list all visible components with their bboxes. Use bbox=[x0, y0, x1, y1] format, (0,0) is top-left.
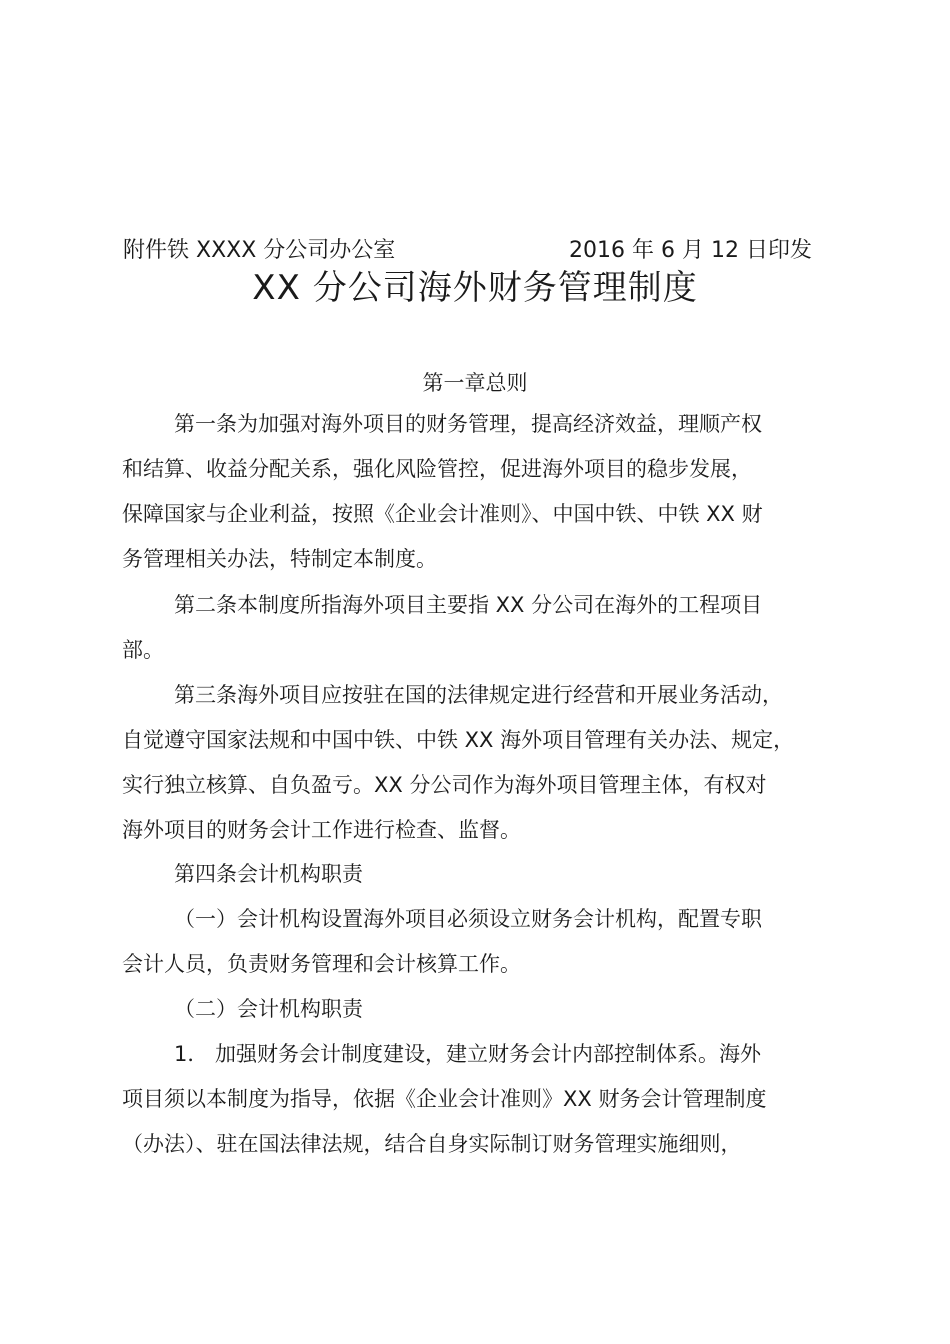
article-4-heading: 第四条会计机构职责 bbox=[174, 862, 363, 886]
section-1-line-2: 会计人员，负责财务管理和会计核算工作。 bbox=[122, 952, 521, 976]
section-2-heading: （二）会计机构职责 bbox=[174, 997, 363, 1021]
article-1-line-3: 保障国家与企业利益，按照《企业会计准则》、中国中铁、中铁 XX 财 bbox=[122, 502, 763, 526]
article-1-line-4: 务管理相关办法，特制定本制度。 bbox=[122, 547, 437, 571]
document-title: XX 分公司海外财务管理制度 bbox=[252, 268, 698, 308]
article-3-line-3: 实行独立核算、自负盈亏。XX 分公司作为海外项目管理主体，有权对 bbox=[122, 773, 767, 797]
issuing-office: 附件铁 XXXX 分公司办公室 bbox=[123, 238, 396, 263]
item-1-line-2: 项目须以本制度为指导，依据《企业会计准则》XX 财务会计管理制度 bbox=[122, 1087, 767, 1111]
article-2-line-1: 第二条本制度所指海外项目主要指 XX 分公司在海外的工程项目 bbox=[174, 593, 763, 617]
article-3-line-1: 第三条海外项目应按驻在国的法律规定进行经营和开展业务活动， bbox=[174, 683, 783, 707]
issue-date: 2016 年 6 月 12 日印发 bbox=[569, 238, 812, 263]
section-1-line-1: （一）会计机构设置海外项目必须设立财务会计机构，配置专职 bbox=[174, 907, 762, 931]
chapter-heading: 第一章总则 bbox=[422, 371, 528, 395]
article-2-line-2: 部。 bbox=[122, 638, 164, 662]
article-3-line-2: 自觉遵守国家法规和中国中铁、中铁 XX 海外项目管理有关办法、规定， bbox=[122, 728, 795, 752]
item-1-line-3: （办法）、驻在国法律法规，结合自身实际制订财务管理实施细则， bbox=[122, 1132, 742, 1156]
article-1-line-2: 和结算、收益分配关系，强化风险管控，促进海外项目的稳步发展， bbox=[122, 457, 752, 481]
article-3-line-4: 海外项目的财务会计工作进行检查、监督。 bbox=[122, 818, 521, 842]
article-1-line-1: 第一条为加强对海外项目的财务管理，提高经济效益，理顺产权 bbox=[174, 412, 762, 436]
issuance-header bbox=[123, 236, 823, 266]
item-1-line-1: 1． 加强财务会计制度建设，建立财务会计内部控制体系。海外 bbox=[174, 1042, 762, 1066]
